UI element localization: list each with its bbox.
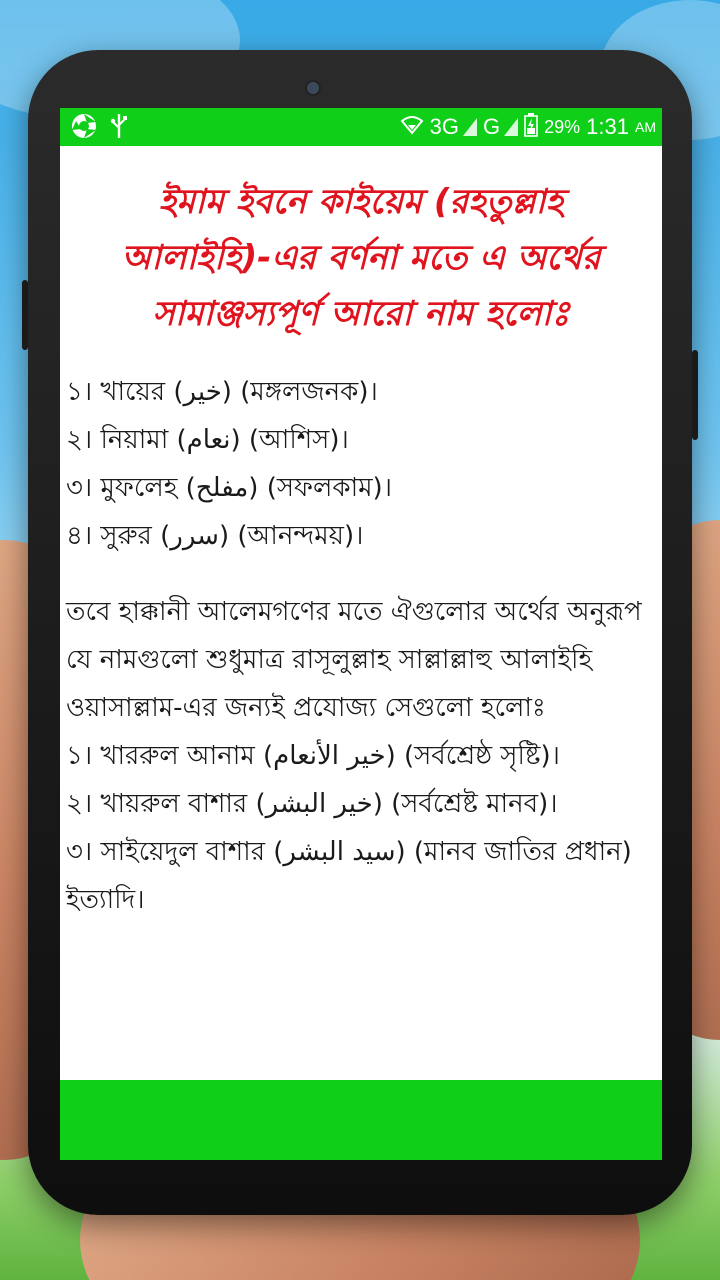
- list-item: ১। খাররুল আনাম (خير الأنعام) (সর্বশ্রেষ্ঠ সৃষ্টি)।: [66, 741, 560, 771]
- front-camera: [305, 80, 321, 96]
- status-bar: [60, 108, 662, 146]
- aperture-icon: [70, 112, 98, 145]
- list-item: ১। খায়ের (خير) (মঙ্গলজনক)।: [66, 377, 378, 407]
- status-right-icons: [400, 112, 656, 142]
- list-item: ২। নিয়ামা (نعام) (আশিস)।: [66, 425, 349, 455]
- list-item: ৪। সুরুর (سرر) (আনন্দময়)।: [66, 521, 364, 551]
- network-g-label: G: [483, 114, 501, 139]
- status-left-icons: [70, 112, 128, 145]
- volume-button: [22, 280, 28, 350]
- article-content[interactable]: [60, 146, 662, 1080]
- article-headline: ইমাম ইবনে কাইয়েম (রহতুল্লাহ আলাইহি)-এর বর্ণনা মতে এ অর্থের সামাঞ্জস্যপূর্ণ আরো নাম হলোঃ: [121, 182, 601, 334]
- signal-icon: [463, 118, 477, 136]
- clock-ampm: AM: [635, 119, 656, 135]
- first-name-list: [66, 368, 652, 560]
- power-button: [692, 350, 698, 440]
- article-paragraph: [66, 588, 656, 924]
- signal-icon: [504, 118, 518, 136]
- list-item: ৩। মুফলেহ (مفلح) (সফলকাম)।: [66, 473, 392, 503]
- network-3g-label: 3G: [429, 114, 460, 139]
- usb-icon: [110, 112, 128, 145]
- phone-screen: [60, 108, 662, 1160]
- battery-percent: 29%: [544, 116, 581, 137]
- wifi-icon: [400, 115, 424, 140]
- bottom-banner-bar: [60, 1080, 662, 1160]
- clock-time: 1:31: [586, 114, 629, 139]
- list-item: ৩। সাইয়েদুল বাশার (سيد البشر) (মানব জাতির প্রধান) ইত্যাদি।: [66, 837, 632, 915]
- battery-icon: [524, 113, 538, 142]
- list-item: ২। খায়রুল বাশার (خير البشر) (সর্বশ্রেষ্ট মানব)।: [66, 789, 558, 819]
- paragraph-text: তবে হাক্কানী আলেমগণের মতে ঐগুলোর অর্থের অনুরূপ যে নামগুলো শুধুমাত্র রাসূলুল্লাহ সাল্লাল্লাহু আলাইহি ওয়াসাল্লাম-এর জন্যই প্রযোজ্য সেগুলো হলোঃ: [66, 597, 642, 723]
